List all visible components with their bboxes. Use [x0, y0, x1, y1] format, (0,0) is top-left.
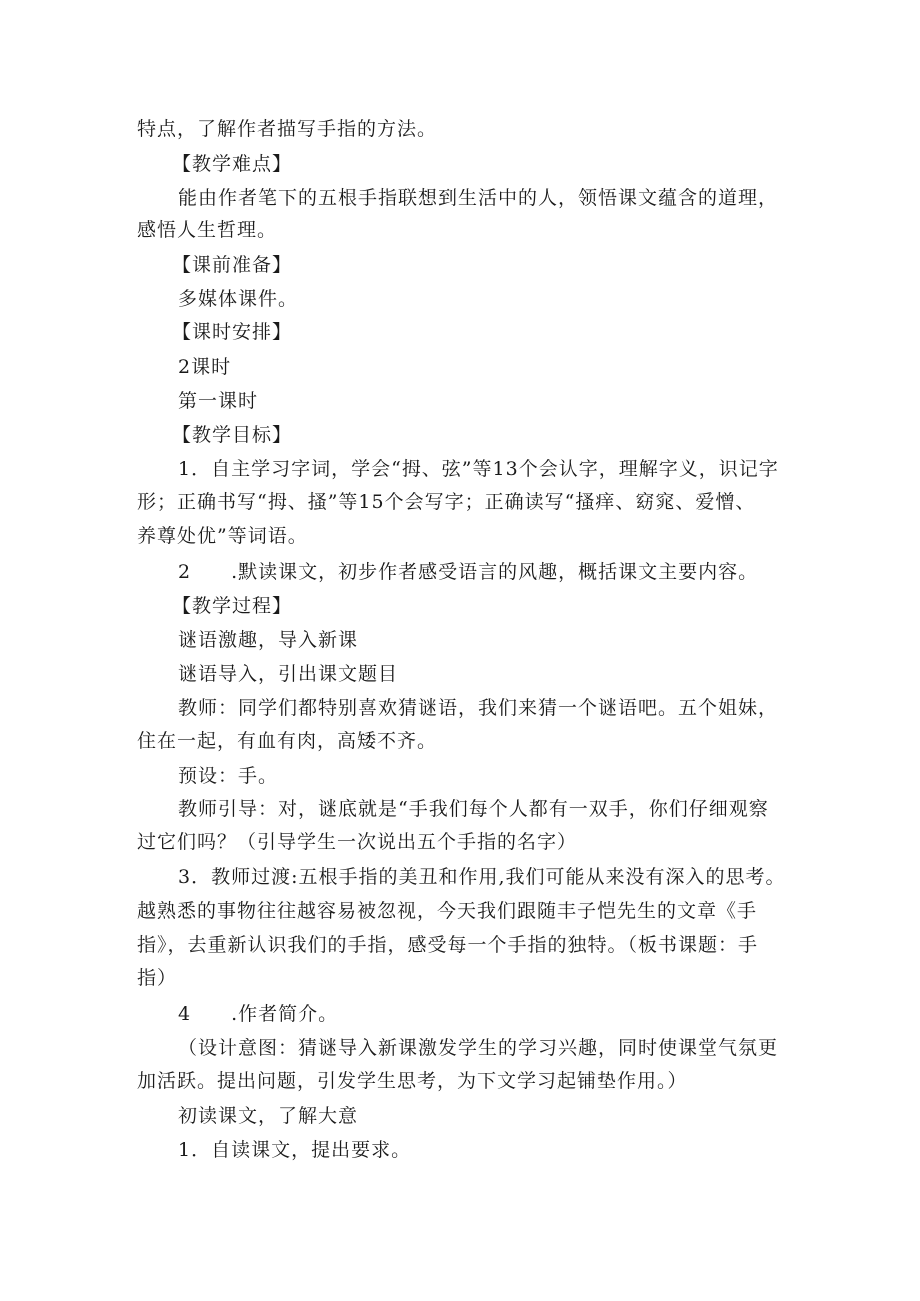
paragraph-line: 预设：手。 — [178, 765, 279, 787]
paragraph-line: 能由作者笔下的五根手指联想到生活中的人，领悟课文蕴含的道理， — [178, 187, 779, 209]
section-heading: 【课时安排】 — [172, 321, 293, 343]
paragraph-line: 初读课文，了解大意 — [178, 1105, 359, 1127]
section-heading: 【教学目标】 — [172, 424, 293, 446]
paragraph-line: 4 .作者简介。 — [178, 1003, 339, 1025]
paragraph-line: 1．自主学习字词，学会“拇、弦”等13个会认字，理解字义，识记字 — [178, 458, 779, 480]
paragraph-line: 教师：同学们都特别喜欢猜谜语，我们来猜一个谜语吧。五个姐妹， — [178, 697, 779, 719]
paragraph-line: 1．自读课文，提出要求。 — [178, 1139, 412, 1161]
paragraph-line: 2 .默读课文，初步作者感受语言的风趣，概括课文主要内容。 — [178, 561, 759, 583]
section-heading: 【教学难点】 — [172, 153, 293, 175]
paragraph-line: 感悟人生哲理。 — [137, 219, 278, 241]
paragraph-line: 指） — [137, 967, 178, 989]
paragraph-line: 过它们吗？（引导学生一次说出五个手指的名字） — [137, 831, 578, 853]
paragraph-line: 第一课时 — [178, 390, 259, 412]
paragraph-line: 谜语导入，引出课文题目 — [178, 663, 399, 685]
paragraph-line: 谜语激趣，导入新课 — [178, 629, 359, 651]
section-heading: 【教学过程】 — [172, 595, 293, 617]
section-heading: 【课前准备】 — [172, 254, 293, 276]
paragraph-line: 养尊处优”等词语。 — [137, 525, 308, 547]
paragraph-line: 形；正确书写“拇、搔”等15个会写字；正确读写“搔痒、窈窕、爱憎、 — [137, 491, 756, 513]
paragraph-line: （设计意图：猜谜导入新课激发学生的学习兴趣，同时使课堂气氛更 — [178, 1037, 779, 1059]
paragraph-line: 加活跃。提出问题，引发学生思考，为下文学习起铺垫作用。） — [137, 1070, 688, 1092]
paragraph-line: 越熟悉的事物往往越容易被忽视，今天我们跟随丰子恺先生的文章《手 — [137, 900, 758, 922]
paragraph-line: 多媒体课件。 — [178, 288, 299, 310]
paragraph-line: 2课时 — [178, 356, 232, 378]
paragraph-line: 住在一起，有血有肉，高矮不齐。 — [137, 730, 438, 752]
paragraph-line: 教师引导：对，谜底就是“手我们每个人都有一双手，你们仔细观察 — [178, 798, 769, 820]
paragraph-line: 3．教师过渡:五根手指的美丑和作用,我们可能从来没有深入的思考。 — [178, 866, 786, 888]
paragraph-line: 指》，去重新认识我们的手指，感受每一个手指的独特。（板书课题：手 — [137, 934, 759, 956]
paragraph-line: 特点，了解作者描写手指的方法。 — [137, 118, 438, 140]
